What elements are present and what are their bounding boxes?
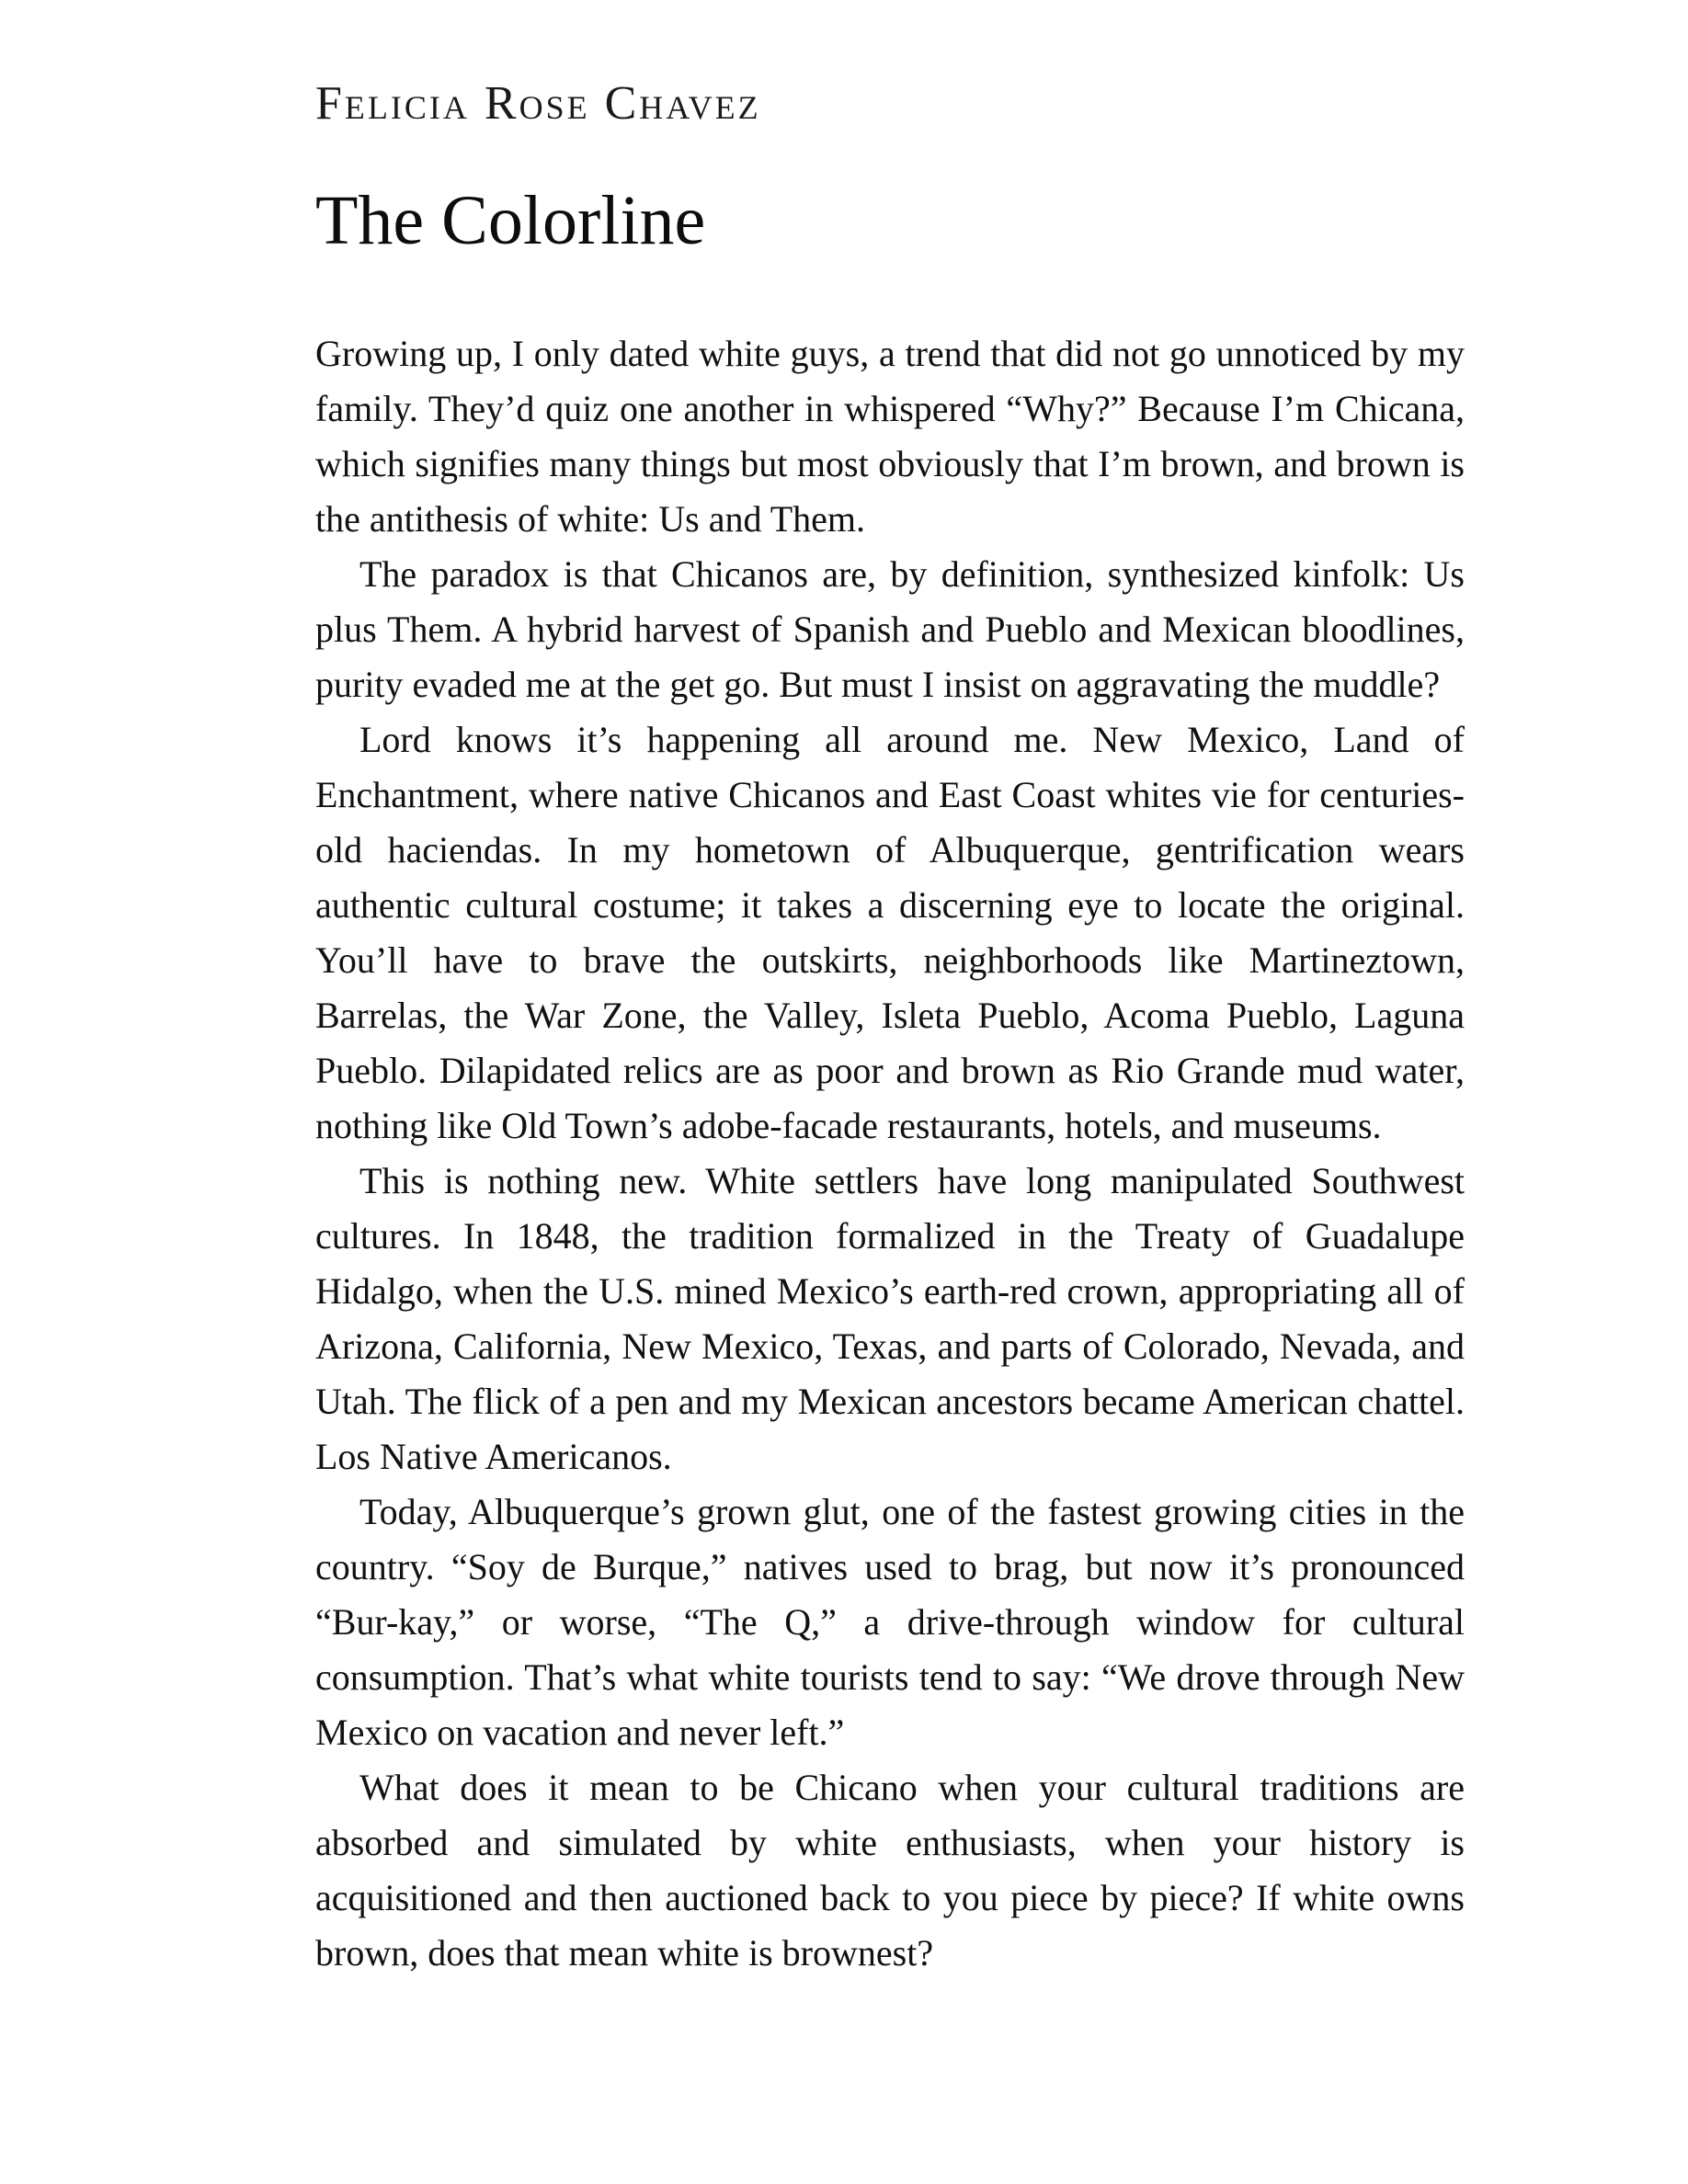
paragraph-2: The paradox is that Chicanos are, by definition, synthesized kinfolk: Us plus Them. A hybrid harvest of Spanish and Pueblo and Mexican bloodlines, purity evaded me at the get go. But must I insist on aggravating the muddle?	[315, 553, 1465, 705]
paragraph-6: What does it mean to be Chicano when your cultural traditions are absorbed and simulated by white enthusiasts, when your history is acquisitioned and then auctioned back to you piece by piece? If white owns brown, does that mean white is brownest?	[315, 1767, 1465, 1974]
essay-body	[315, 326, 1465, 1981]
paragraph-1: Growing up, I only dated white guys, a trend that did not go unnoticed by my family. They’d quiz one another in whispered “Why?” Because I’m Chicana, which signifies many things but most obviously that I’m brown, and brown is the antithesis of white: Us and Them.	[315, 333, 1465, 540]
paragraph-5: Today, Albuquerque’s grown glut, one of the fastest growing cities in the country. “Soy de Burque,” natives used to brag, but now it’s pronounced “Bur-kay,” or worse, “The Q,” a drive-through window for cultural consumption. That’s what white tourists tend to say: “We drove through New Mexico on vacation and never left.”	[315, 1491, 1465, 1753]
author-running-head: Felicia Rose Chavez	[315, 77, 761, 130]
essay-title: The Colorline	[315, 182, 706, 259]
paragraph-4: This is nothing new. White settlers have long manipulated Southwest cultures. In 1848, the tradition formalized in the Treaty of Guadalupe Hidalgo, when the U.S. mined Mexico’s earth-red crown, appropriating all of Arizona, California, New Mexico, Texas, and parts of Colorado, Nevada, and Utah. The flick of a pen and my Mexican ancestors became American chattel. Los Native Americanos.	[315, 1160, 1465, 1477]
paragraph-3: Lord knows it’s happening all around me. New Mexico, Land of Enchantment, where native Chicanos and East Coast whites vie for centuries-old haciendas. In my hometown of Albuquerque, gentrification wears authentic cultural costume; it takes a discerning eye to locate the original. You’ll have to brave the outskirts, neighborhoods like Martineztown, Barrelas, the War Zone, the Valley, Isleta Pueblo, Acoma Pueblo, Laguna Pueblo. Dilapidated relics are as poor and brown as Rio Grande mud water, nothing like Old Town’s adobe-facade restaurants, hotels, and museums.	[315, 719, 1465, 1146]
